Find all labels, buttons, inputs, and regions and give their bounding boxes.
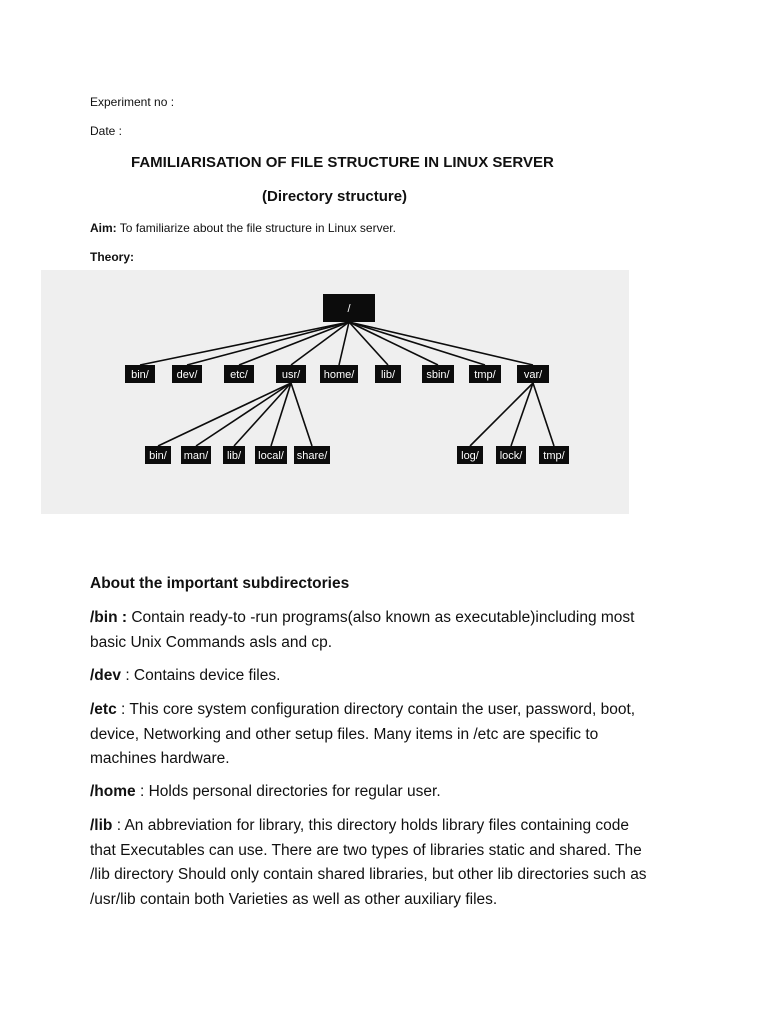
tree-node-var-lock-label: lock/ [499,449,523,462]
tree-node-dev-label: dev/ [176,368,198,381]
etc-line-1: : This core system configuration directory contain the user, password, boot, [116,701,636,718]
tree-node-usr-local-label: local/ [258,449,284,462]
tree-edge-usr-share [291,383,312,446]
tree-node-bin [125,365,155,383]
tree-edge-usr-bin [158,383,291,446]
tree-node-etc [224,365,254,383]
bin-line-1: Contain ready-to -run programs(also known as executable)including most [127,609,635,626]
page-title: FAMILIARISATION OF FILE STRUCTURE IN LINUX SERVER [131,154,554,171]
tree-node-usr-share [294,446,330,464]
tree-edge-root-sbin [349,322,438,365]
tree-node-usr-label: usr/ [281,368,301,381]
tree-edge-usr-local [271,383,291,446]
directory-tree-diagram [41,270,629,514]
tree-node-home-label: home/ [323,368,355,381]
dev-paragraph [90,664,690,689]
dev-line-1: : Contains device files. [121,667,281,684]
tree-node-dev [172,365,202,383]
tree-node-lib-label: lib/ [380,368,396,381]
tree-node-sbin [422,365,454,383]
tree-edge-var-lock [511,383,533,446]
tree-node-usr [276,365,306,383]
tree-node-bin-label: bin/ [131,368,149,381]
tree-node-usr-share-label: share/ [296,449,328,462]
dev-term: /dev [90,667,122,684]
tree-node-usr-bin [145,446,171,464]
tree-edge-root-etc [239,322,349,365]
tree-node-var [517,365,549,383]
tree-node-var-label: var/ [523,368,543,381]
aim-text: To familiarize about the file structure in Linux server. [116,221,396,235]
lib-line-2: that Executables can use. There are two types of libraries static and shared. The [90,841,642,859]
etc-line-2: device, Networking and other setup files. Many items in /etc are specific to [90,725,599,743]
bin-term: /bin : [90,609,128,626]
bin-line-2: basic Unix Commands asls and cp. [90,633,333,651]
tree-node-usr-man-label: man/ [183,449,209,462]
directory-tree-svg [41,270,629,514]
lib-term: /lib [90,817,113,834]
home-term: /home [90,783,136,800]
tree-node-usr-lib-label: lib/ [226,449,242,462]
tree-edge-var-tmp [533,383,554,446]
section-heading: About the important subdirectories [90,575,350,592]
bin-paragraph [90,606,690,655]
page-subtitle: (Directory structure) [262,188,408,205]
tree-node-root [323,294,375,322]
tree-node-home [320,365,358,383]
tree-node-tmp [469,365,501,383]
lib-line-3: /lib directory Should only contain shared libraries, but other lib directories such as [90,866,647,883]
date-label: Date : [90,124,123,138]
tree-node-var-lock [496,446,526,464]
home-line-1: : Holds personal directories for regular user. [135,783,441,800]
theory-label: Theory: [90,250,135,264]
tree-node-usr-bin-label: bin/ [149,449,167,462]
tree-node-root-label: / [347,302,351,315]
aim-line [90,221,396,235]
tree-node-lib [375,365,401,383]
tree-edge-root-var [349,322,533,365]
lib-paragraph [90,814,690,912]
tree-node-usr-local [255,446,287,464]
tree-edge-var-log [470,383,533,446]
etc-line-3: machines hardware. [90,750,230,767]
experiment-label: Experiment no : [90,95,175,109]
etc-term: /etc [90,701,117,718]
tree-node-var-tmp-label: tmp/ [543,449,565,462]
tree-edge-root-dev [187,322,349,365]
tree-node-etc-label: etc/ [230,368,248,381]
tree-node-var-log-label: log/ [461,449,479,462]
tree-node-usr-lib [223,446,245,464]
tree-node-var-tmp [539,446,569,464]
tree-node-usr-man [181,446,211,464]
etc-paragraph [90,698,690,772]
tree-edge-root-bin [140,322,349,365]
aim-label: Aim: [90,221,117,235]
tree-node-var-log [457,446,483,464]
lib-line-1: : An abbreviation for library, this directory holds library files containing code [112,817,630,834]
home-paragraph [90,780,690,805]
lib-line-4: /usr/lib contain both Varieties as well as other auxiliary files. [90,890,498,908]
tree-node-sbin-label: sbin/ [426,368,450,381]
tree-node-tmp-label: tmp/ [474,368,496,381]
